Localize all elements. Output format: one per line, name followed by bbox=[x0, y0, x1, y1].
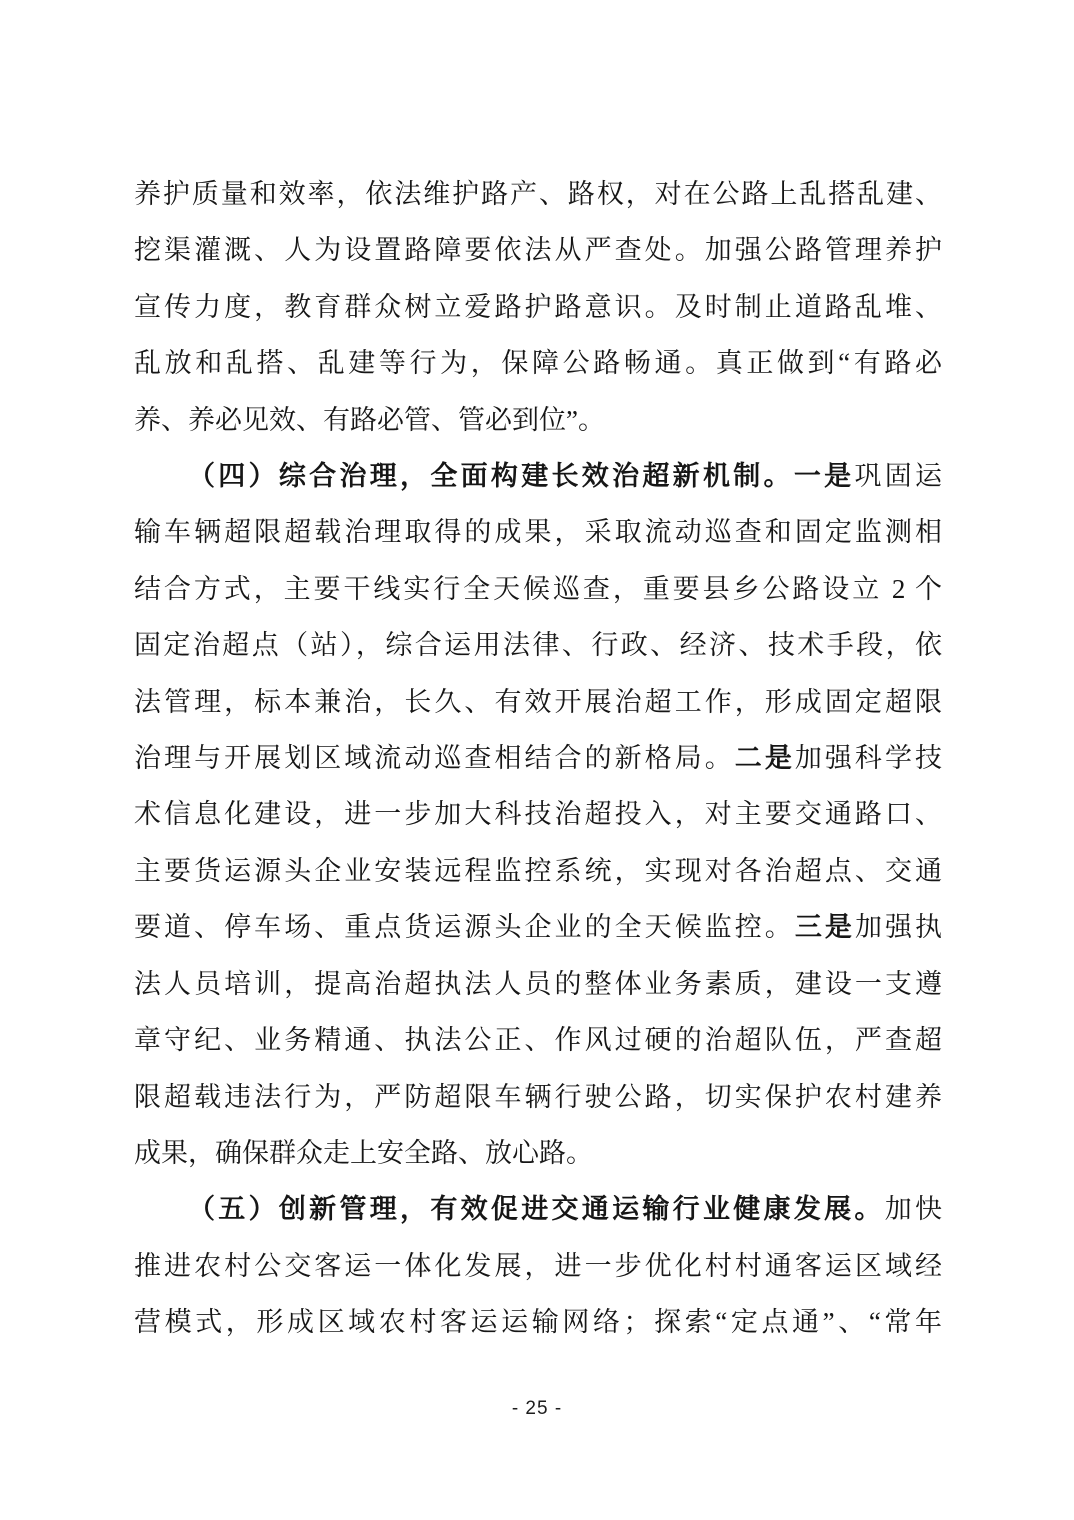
text-run: 术信息化建设，进一步加大科技治超投入，对主要交通路口、 bbox=[134, 799, 942, 830]
text-run: 加强科学技 bbox=[794, 743, 943, 774]
text-line bbox=[134, 1125, 942, 1181]
text-line bbox=[134, 1069, 942, 1125]
text-line bbox=[134, 504, 942, 560]
document-body bbox=[134, 166, 942, 1351]
bold-text-run: 三是 bbox=[794, 912, 855, 943]
text-line bbox=[134, 222, 942, 278]
text-line bbox=[134, 335, 942, 391]
text-line bbox=[134, 1294, 942, 1350]
text-line bbox=[134, 392, 942, 448]
paragraph bbox=[134, 1181, 942, 1350]
text-run: 挖渠灌溉、人为设置路障要依法从严查处。加强公路管理养护 bbox=[134, 235, 942, 266]
text-run: 限超载违法行为，严防超限车辆行驶公路，切实保护农村建养 bbox=[134, 1081, 942, 1112]
text-run: 固定治超点（站），综合运用法律、行政、经济、技术手段，依 bbox=[134, 630, 942, 661]
text-line bbox=[134, 730, 942, 786]
bold-text-run: （五）创新管理，有效促进交通运输行业健康发展。 bbox=[188, 1194, 885, 1225]
text-run: 营模式，形成区域农村客运运输网络；探索“定点通”、“常年 bbox=[134, 1307, 942, 1338]
text-run: 结合方式，主要干线实行全天候巡查，重要县乡公路设立 2 个 bbox=[134, 573, 942, 604]
bold-text-run: （四）综合治理，全面构建长效治超新机制。一是 bbox=[188, 461, 855, 492]
text-line bbox=[134, 1181, 942, 1237]
text-line bbox=[134, 561, 942, 617]
text-run: 养、养必见效、有路必管、管必到位”。 bbox=[134, 404, 605, 435]
text-run: 治理与开展划区域流动巡查相结合的新格局。 bbox=[134, 743, 735, 774]
text-line bbox=[134, 1012, 942, 1068]
text-run: 巩固运 bbox=[854, 461, 943, 492]
text-line bbox=[134, 617, 942, 673]
text-run: 推进农村公交客运一体化发展，进一步优化村村通客运区域经 bbox=[134, 1250, 942, 1281]
page-number: - 25 - bbox=[511, 1398, 563, 1419]
text-run: 输车辆超限超载治理取得的成果，采取流动巡查和固定监测相 bbox=[134, 517, 942, 548]
paragraph bbox=[134, 166, 942, 448]
paragraph bbox=[134, 448, 942, 1181]
text-line bbox=[134, 448, 942, 504]
text-line bbox=[134, 1238, 942, 1294]
text-run: 法管理，标本兼治，长久、有效开展治超工作，形成固定超限 bbox=[134, 686, 942, 717]
text-run: 主要货运源头企业安装远程监控系统，实现对各治超点、交通 bbox=[134, 855, 942, 886]
text-run: 成果，确保群众走上安全路、放心路。 bbox=[134, 1137, 593, 1168]
text-run: 乱放和乱搭、乱建等行为，保障公路畅通。真正做到“有路必 bbox=[134, 348, 942, 379]
text-run: 法人员培训，提高治超执法人员的整体业务素质，建设一支遵 bbox=[134, 968, 942, 999]
text-line bbox=[134, 956, 942, 1012]
text-run: 章守纪、业务精通、执法公正、作风过硬的治超队伍，严查超 bbox=[134, 1025, 942, 1056]
text-run: 宣传力度，教育群众树立爱路护路意识。及时制止道路乱堆、 bbox=[134, 291, 942, 322]
text-run: 加快 bbox=[884, 1194, 943, 1225]
text-run: 养护质量和效率，依法维护路产、路权，对在公路上乱搭乱建、 bbox=[134, 179, 942, 209]
text-line bbox=[134, 279, 942, 335]
text-line bbox=[134, 786, 942, 842]
text-line bbox=[134, 674, 942, 730]
text-line bbox=[134, 166, 942, 222]
bold-text-run: 二是 bbox=[734, 743, 795, 774]
text-line bbox=[134, 899, 942, 955]
text-line bbox=[134, 843, 942, 899]
text-run: 要道、停车场、重点货运源头企业的全天候监控。 bbox=[134, 912, 795, 943]
text-run: 加强执 bbox=[854, 912, 943, 943]
